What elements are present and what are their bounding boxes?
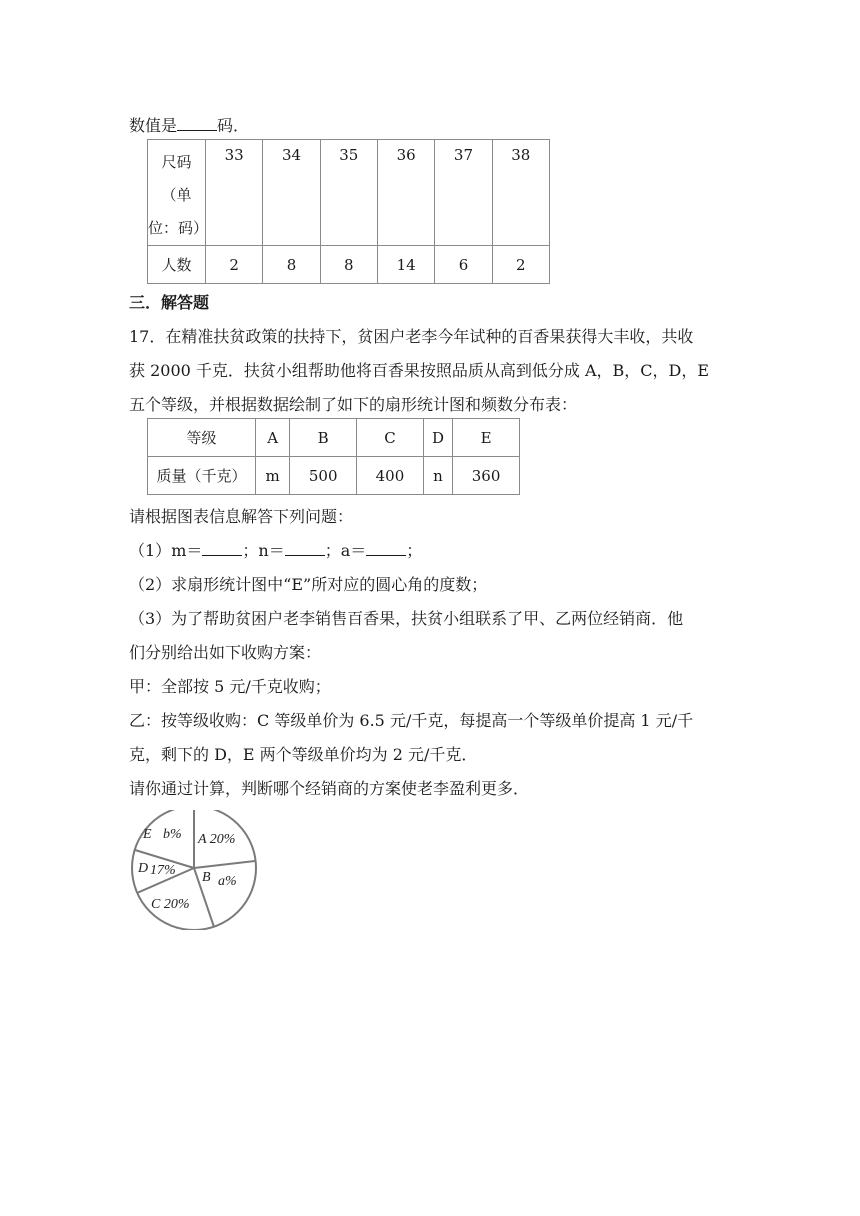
pie-label-e-pct: b% bbox=[163, 827, 182, 842]
answer-blank bbox=[202, 541, 242, 556]
question-line-3: 五个等级，并根据数据绘制了如下的扇形统计图和频数分布表： bbox=[129, 395, 578, 414]
count-cell: 14 bbox=[377, 246, 434, 284]
pie-label-b: B bbox=[202, 870, 211, 885]
part-1-a: a＝ bbox=[340, 541, 367, 560]
shoe-size-table bbox=[147, 139, 550, 284]
size-cell: 38 bbox=[492, 140, 549, 246]
grade-header-cell: 等级 bbox=[148, 419, 256, 457]
size-cell: 34 bbox=[263, 140, 320, 246]
count-header-cell: 人数 bbox=[148, 246, 206, 284]
part-1 bbox=[129, 538, 422, 561]
grade-cell: B bbox=[290, 419, 357, 457]
mass-cell: 360 bbox=[453, 457, 520, 495]
grade-cell: C bbox=[357, 419, 424, 457]
part-1-sep: ； bbox=[324, 541, 341, 560]
question-line-1: 17．在精准扶贫政策的扶持下，贫困户老李今年试种的百香果获得大丰收，共收 bbox=[129, 327, 694, 346]
count-cell: 8 bbox=[320, 246, 377, 284]
pie-divider-ab bbox=[194, 861, 255, 868]
part-1-n: n＝ bbox=[258, 541, 285, 560]
top-text-suffix: 码． bbox=[217, 116, 250, 135]
top-text-prefix: 数值是 bbox=[129, 116, 178, 135]
top-text-line bbox=[129, 113, 249, 136]
grade-cell: E bbox=[453, 419, 520, 457]
size-header-line-3: 位：码） bbox=[148, 219, 209, 237]
closing-text: 请你通过计算，判断哪个经销商的方案使老李盈利更多． bbox=[129, 779, 530, 798]
size-header-cell bbox=[148, 140, 209, 246]
mass-cell: m bbox=[256, 457, 290, 495]
mass-cell: 400 bbox=[357, 457, 424, 495]
size-cell: 35 bbox=[320, 140, 377, 246]
count-cell: 2 bbox=[492, 246, 549, 284]
pie-label-e: E bbox=[143, 827, 152, 842]
part-3-line-1: （3）为了帮助贫困户老李销售百香果，扶贫小组联系了甲、乙两位经销商．他 bbox=[129, 609, 684, 628]
grade-cell: D bbox=[423, 419, 452, 457]
question-line-2: 获 2000 千克．扶贫小组帮助他将百香果按照品质从高到低分成 A，B，C，D，E bbox=[129, 361, 710, 380]
grade-cell: A bbox=[256, 419, 290, 457]
count-cell: 6 bbox=[435, 246, 492, 284]
mass-header-cell: 质量（千克） bbox=[148, 457, 256, 495]
part-1-m: m＝ bbox=[171, 541, 203, 560]
plan-b-line-1: 乙：按等级收购：C 等级单价为 6.5 元/千克，每提高一个等级单价提高 1 元/千 bbox=[129, 711, 694, 730]
plan-a-text: 甲：全部按 5 元/千克收购； bbox=[129, 677, 331, 696]
part-1-sep: ； bbox=[242, 541, 259, 560]
answer-blank bbox=[177, 116, 217, 131]
mass-cell: n bbox=[423, 457, 452, 495]
plan-b-line-2: 克，剩下的 D，E 两个等级单价均为 2 元/千克． bbox=[129, 745, 478, 764]
part-1-label: （1） bbox=[129, 541, 172, 560]
size-cell: 37 bbox=[435, 140, 492, 246]
pie-chart bbox=[126, 810, 266, 930]
mass-cell: 500 bbox=[290, 457, 357, 495]
part-2: （2）求扇形统计图中“E”所对应的圆心角的度数； bbox=[129, 575, 488, 594]
count-cell: 8 bbox=[263, 246, 320, 284]
part-1-sep: ； bbox=[406, 541, 423, 560]
pie-label-a: A 20% bbox=[198, 832, 236, 847]
size-header-line-2: （单 bbox=[161, 186, 192, 204]
pie-label-d-pct: 17% bbox=[150, 863, 176, 878]
grade-mass-table bbox=[147, 418, 520, 495]
part-3-line-2: 们分别给出如下收购方案： bbox=[129, 643, 322, 662]
answer-blank bbox=[366, 541, 406, 556]
pie-label-b-pct: a% bbox=[218, 874, 237, 889]
prompt-text: 请根据图表信息解答下列问题： bbox=[129, 507, 354, 526]
answer-blank bbox=[285, 541, 325, 556]
count-cell: 2 bbox=[206, 246, 263, 284]
section-title: 三．解答题 bbox=[129, 293, 210, 312]
size-cell: 33 bbox=[206, 140, 263, 246]
pie-label-c: C 20% bbox=[151, 897, 190, 912]
pie-label-d: D bbox=[138, 861, 149, 876]
size-cell: 36 bbox=[377, 140, 434, 246]
size-header-line-1: 尺码 bbox=[161, 153, 192, 171]
